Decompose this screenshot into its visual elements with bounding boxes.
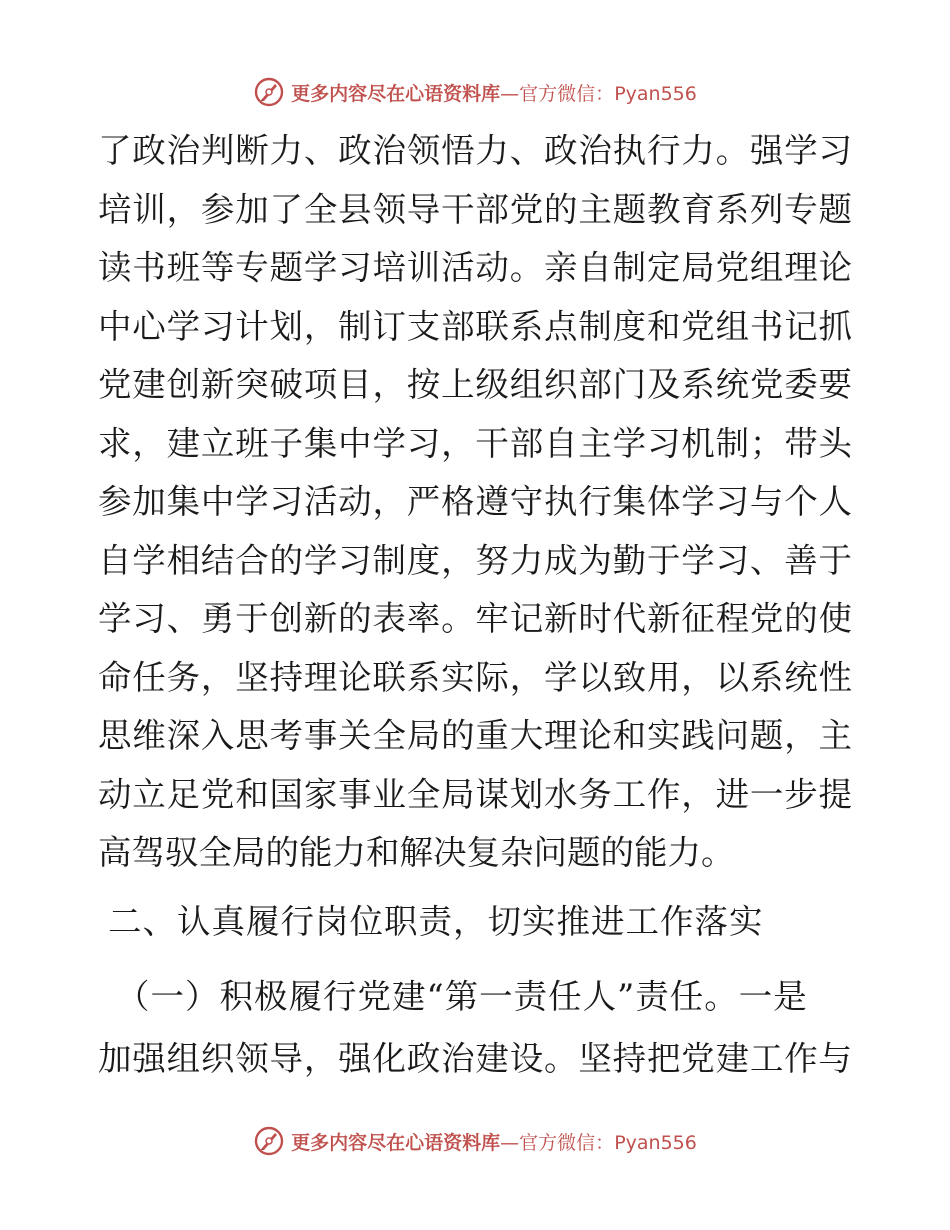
paragraph-line: 参加集中学习活动，严格遵守执行集体学习与个人	[98, 482, 852, 521]
watermark-official-text: 官方微信：	[519, 82, 615, 105]
paragraph-line: 加强组织领导，强化政治建设。坚持把党建工作与	[98, 1039, 852, 1078]
paragraph-line: 求，建立班子集中学习，干部自主学习机制；带头	[98, 423, 852, 463]
watermark-library-text: 更多内容尽在心语资料库	[291, 82, 501, 105]
watermark-library-text: 更多内容尽在心语资料库	[291, 1131, 501, 1154]
paragraph-line: 党建创新突破项目，按上级组织部门及系统党委要	[98, 365, 852, 404]
watermark-wechat-id: Pyan556	[614, 82, 697, 105]
quill-logo-icon	[253, 76, 285, 108]
footer-watermark	[0, 1121, 950, 1161]
watermark-text	[291, 1128, 697, 1155]
paragraph-line: 命任务，坚持理论联系实际，学以致用，以系统性	[98, 657, 852, 697]
paragraph-line: 思维深入思考事关全局的重大理论和实践问题，主	[98, 716, 852, 755]
body-paragraph-2	[98, 966, 852, 1090]
paragraph-line: 自学相结合的学习制度，努力成为勤于学习、善于	[98, 540, 852, 580]
watermark-official-text: 官方微信：	[519, 1131, 615, 1154]
paragraph-line: （一）积极履行党建“第一责任人”责任。一是	[116, 977, 808, 1016]
paragraph-line: 高驾驭全局的能力和解决复杂问题的能力。	[98, 833, 735, 872]
paragraph-line: 了政治判断力、政治领悟力、政治执行力。强学习	[98, 131, 852, 170]
paragraph-line: 读书班等专题学习培训活动。亲自制定局党组理论	[98, 248, 852, 287]
header-watermark	[0, 72, 950, 112]
paragraph-line: 培训，参加了全县领导干部党的主题教育系列专题	[98, 189, 852, 229]
paragraph-line: 动立足党和国家事业全局谋划水务工作，进一步提	[98, 774, 852, 814]
body-paragraph-1	[98, 122, 852, 883]
section-heading: 二、认真履行岗位职责，切实推进工作落实	[108, 902, 764, 941]
watermark-separator: —	[500, 82, 520, 105]
watermark-wechat-id: Pyan556	[614, 1131, 697, 1154]
quill-logo-icon	[253, 1125, 285, 1157]
watermark-separator: —	[500, 1131, 520, 1154]
paragraph-line: 中心学习计划，制订支部联系点制度和党组书记抓	[98, 306, 852, 346]
paragraph-line: 学习、勇于创新的表率。牢记新时代新征程党的使	[98, 599, 852, 638]
watermark-text	[291, 79, 697, 106]
